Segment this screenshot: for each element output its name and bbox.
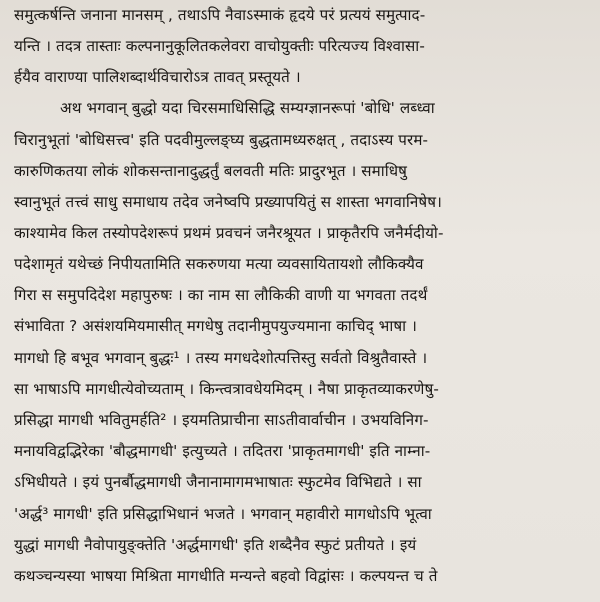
text-line: चिरानुभूतां 'बोधिसत्त्व' इति पदवीमुल्लङ्घ्य बुद्धतामध्यरुक्षत् , तदाऽस्य परम- xyxy=(14,131,429,149)
text-line: समुत्कर्षन्ति जनाना मानसम् , तथाऽपि नैवाऽस्माकं हृदये परं प्रत्ययं समुत्पाद- xyxy=(14,6,426,24)
text-line: 'अर्द्ध³ मागधी' इति प्रसिद्धाभिधानं भजते । भगवान् महावीरो मागधोऽपि भूत्वा xyxy=(14,505,432,523)
text-line: स्वानुभूतं तत्त्वं साधु समाधाय तदेव जनेष्वपि प्रख्यापयितुं स शास्ता भगवानिषेष। xyxy=(14,193,442,211)
text-line: यन्ति । तदत्र तास्ताः कल्पनानुकूलितकलेवरा वाचोयुक्तीः परित्यज्य विश्वासा- xyxy=(14,37,425,55)
text-line: युद्धां मागधी नैवोपायुङ्क्तेति 'अर्द्धमागधी' इति शब्दैनैव स्फुटं प्रतीयते । इयं xyxy=(14,536,417,554)
text-line: कथञ्चन्यस्या भाषया मिश्रिता मागधीति मन्यन्ते बहवो विद्वांसः । कल्पयन्त च ते xyxy=(14,567,438,585)
text-line: मागधो हि बभूव भगवान् बुद्धः¹ । तस्य मगधदेशोत्पत्तिस्तु सर्वतो विश्रुतैवास्ते । xyxy=(14,349,428,367)
paragraph-start-line: अथ भगवान् बुद्धो यदा चिरसमाधिसिद्धि सम्यग्ज्ञानरूपां 'बोधि' लब्ध्वा xyxy=(60,99,435,117)
text-line: मनायविद्वद्भिरेका 'बौद्धमागधी' इत्युच्यते । तदितरा 'प्राकृतमागधी' इति नाम्ना- xyxy=(14,442,431,460)
text-line: सा भाषाऽपि मागधीत्येवोच्यताम् । किन्त्वत्रावधेयमिदम् । नैषा प्राकृतव्याकरणेषु- xyxy=(14,380,439,398)
text-line: पदेशामृतं यथेच्छं निपीयतामिति सकरुणया मत्या व्यवसायितायशो लौकिक्यैव xyxy=(14,255,424,273)
text-line: काश्यामेव किल तस्योपदेशरूपं प्रथमं प्रवचनं जनैरश्रूयत । प्राकृतैरपि जनैर्मदीयो- xyxy=(14,224,444,242)
text-line: ऽभिधीयते । इयं पुनर्बौद्धमागधी जैनानामागमभाषातः स्फुटमेव विभिद्यते । सा xyxy=(14,473,422,491)
text-line: प्रसिद्धा मागधी भवितुमर्हति² । इयमतिप्राचीना साऽतीवार्वाचीन । उभयविनिग- xyxy=(14,411,429,429)
text-line: संभाविता ? असंशयमियमासीत् मगधेषु तदानीमुपयुज्यमाना काचिद् भाषा । xyxy=(14,317,417,335)
text-line: गिरा स समुपदिदेश महापुरुषः । का नाम सा लौकिकी वाणी या भगवता तदर्थं xyxy=(14,286,428,304)
text-line: कारुणिकतया लोकं शोकसन्तानादुद्धर्तुं बलवती मतिः प्रादुरभूत । समाधिषु xyxy=(14,162,408,180)
text-line: र्हयैव वाराण्या पालिशब्दार्थविचारोऽत्र तावत् प्रस्तूयते । xyxy=(14,68,301,86)
